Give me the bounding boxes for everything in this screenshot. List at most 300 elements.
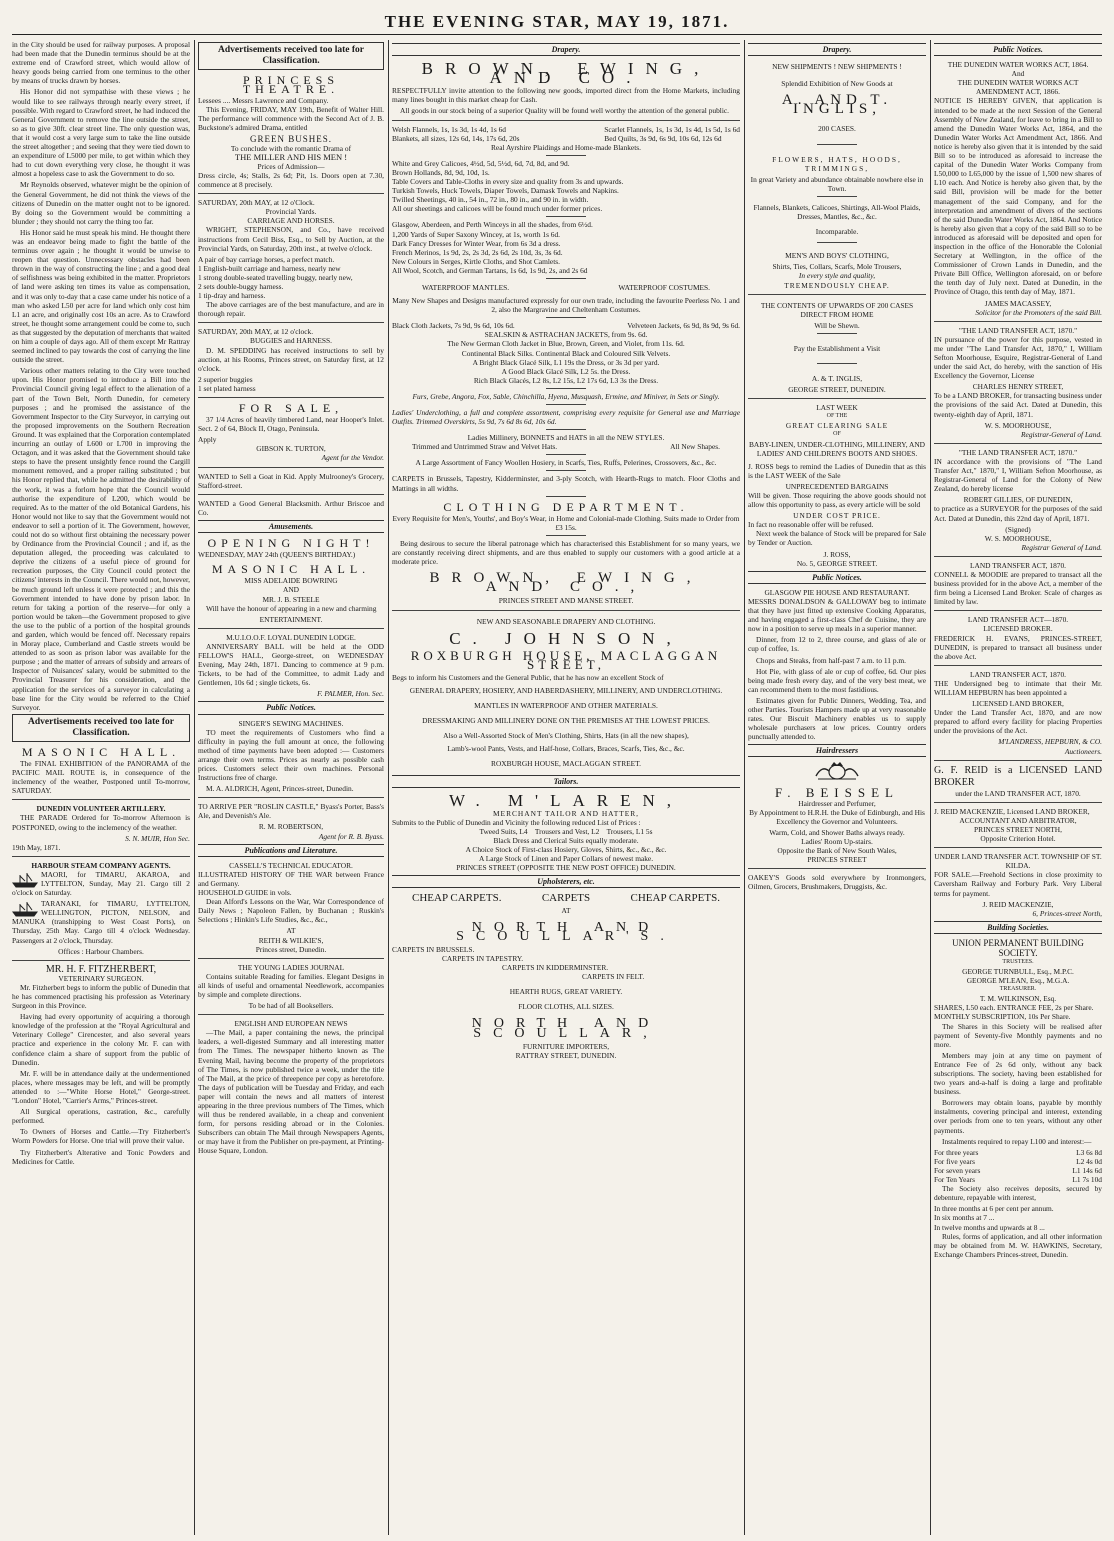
list-item: Glasgow, Aberdeen, and Perth Winceys in all the shades, from 6½d. [392,220,593,230]
notice-signature: Solicitor for the Promoters of the said Bill. [975,307,1102,317]
notice-title: LAND TRANSFER ACT—1870. [967,615,1069,625]
ad-body: Submits to the Public of Dunedin and Vicinity the following reduced List of Prices : [392,817,641,827]
notice-body: In six months at 7 ... [934,1213,995,1223]
ad-address: PRINCES STREET [807,855,867,865]
notice-title: And [1011,69,1025,79]
list-item: 1 strong double-seated travelling buggy, nearly new, [198,272,353,282]
divider [198,397,384,398]
divider [546,454,586,455]
divider [198,628,384,629]
ad-title: CLOTHING DEPARTMENT. [443,499,689,514]
columns [12,40,1102,1535]
notice-body: Under the Land Transfer Act, 1870, and are now prepared to afford every facility for placing Properties under the provisions of the Act. [934,708,1102,736]
section-header: Building Societies. [934,921,1102,934]
ad-body: Many New Shapes and Designs manufactured expressly for our own trade, including the favourite Peerless No. 1 and 2, also the Margravine and Cheltenham Costumes. [392,296,740,315]
ad-subtitle: Provincial Yards. [265,207,317,217]
ad-subtitle: FLOOR CLOTHS, ALL SIZES. [518,1002,614,1012]
ad-body: Chops and Steaks, from half-past 7 a.m. to 11 p.m. [756,655,906,665]
notice-title: UNION PERMANENT BUILDING SOCIETY. [952,937,1084,958]
section-header: Upholsterers, etc. [392,875,740,888]
notice-body: IN pursuance of the power for this purpose, vested in me under "The Land Transfer Act, 1870," I, William Sefton Moorhouse, Esquire, Registrar-General of Land under the said Act, do hereby, with the sanction of His Excellency the Governor, License [934,334,1102,381]
ad-subtitle: ENTERTAINMENT. [259,614,323,624]
ad-body: To Owners of Horses and Cattle.—Try Fitzherbert's Worm Powders for Horse. One trial will prove their value. [12,1127,190,1146]
ad-body: Splendid Exhibition of New Goods at [781,79,893,89]
rate-amount: L1 14s 6d [1072,1165,1102,1175]
ad-body: —The Mail, a paper containing the news, the principal leaders, a well-digested Summary and all interesting matter from The Times. The newspaper hitherto known as The Evening Mail, having become the property of the proprietors of The Times, is now published twice a week, under the title of The Mail, at the price of threepence per copy as heretofore. The days of publication will be Tuesday and Friday, and each paper will contain the news and all matters of interest appearing in the three previous numbers of The Times, which will thus be rendered available, in a cheap and convenient form, for persons residing abroad or in the Colonies. Subscribers can obtain The Mail through Newspapers Agents, or may have it from the Publisher on pre-payment, at Printing-House Square, London. [198,1028,384,1156]
divider [934,802,1102,803]
ad-title: CARPETS [541,892,591,905]
notice-signature: W. S. MOORHOUSE, [984,533,1052,543]
notice-body: NOTICE IS HEREBY GIVEN, that application is intended to be made at the next Session of the General Assembly of New Zealand, for leave to bring in a Bill to amend the Dunedin Water Works Act, 1864, and the Dunedin Water Works Act Amendment Act, 1866. And notice is hereby also given that it is intended by the said Bill so to be introduced as aforesaid to increase the capital of the Dunedin Water Works Company from L50,000 to L65,000 by the issue of 1,500 new shares of L10 each. And Notice is hereby also given that, by the said Bill, provision will be made for the better management of the said Company, and for the interpretation and amendment of divers of the sections of the said Dunedin Water Works Act, 1864. And Notice is hereby also given that a copy of the said Bill so to be introduced as aforesaid will be deposited and open for inspection in the office of the Honorable the Colonial Secretary at Wellington, in the office of the Commissioner of Crown Lands in Dunedin, and the Private Bill Office, Wellington aforesaid, on or before the tenth day of July next. Dated at Dunedin, in the Province of Otago, this tenth day of May, 1871. [934,96,1102,297]
ad-body: TARANAKI, for TIMARU, LYTTELTON, WELLINGTON, PICTON, NELSON, and MANUKA (transhipping to West Coast Ports), on Thursday, 25th May. Cargo till 4 o'clock Wednesday. Passengers at 2 o'clock, Thursday. [12,899,190,945]
ad-body: Prices of Admission— [257,161,325,171]
ad-title: CASSELL'S TECHNICAL EDUCATOR. [229,860,353,870]
column-4 [748,40,926,1535]
notice-body: THE Undersigned beg to intimate that their Mr. WILLIAM HEPBURN has been appointed a [934,678,1102,697]
ad-title: SATURDAY, 20th MAY, at 12 o'Clock. [198,198,315,208]
ad-title: NEW SHIPMENTS ! NEW SHIPMENTS ! [772,62,902,72]
rate-term: For Ten Years [934,1175,976,1185]
divider [198,467,384,468]
ad-title: PRINCESS THEATRE. [242,73,340,97]
list-item: 1 tip-dray and harness. [198,291,266,301]
ad-body: WANTED to Sell a Goat in Kid. Apply Mulrooney's Grocery, Stafford-street. [198,471,384,490]
ad-body: Dinner, from 12 to 2, three course, and glass of ale or cup of coffee, 1s. [748,635,926,654]
ad-title: BROWN, EWING, AND CO., [429,570,703,596]
list-item: 1,200 Yards of Super Saxony Wincey, at 1s, worth 1s 6d. [392,229,561,239]
column-rule [930,40,931,1535]
divider [817,242,857,243]
ad-title: THE YOUNG LADIES JOURNAL [237,962,345,972]
divider [392,610,740,611]
ad-subtitle: THE CONTENTS OF UPWARDS OF 200 CASES DIRECT FROM HOME [760,300,914,319]
ad-body: Lessees .... Messrs Lawrence and Company. [198,96,329,106]
ad-body: CARPETS in Brussels, Tapestry, Kidderminster, and 3-ply Scotch, with Hearth-Rugs to match. Floor Cloths and Mattings in all widths. [392,474,740,493]
ad-body: RESPECTFULLY invite attention to the following new goods, imported direct from the Home Markets, including many lines bought in this market cheap for Cash. [392,86,740,105]
ad-signature: Agent for R. B. Byass. [318,831,384,841]
divider [546,155,586,156]
column-rule [194,40,195,1535]
ad-body: Will have the honour of appearing in a new and charming [206,603,377,613]
ad-signature: S. N. MUIR, Hon Sec. [125,833,190,843]
notice-subtitle: TRUSTEES. [1002,958,1034,965]
list-item: The New German Cloth Jacket in Blue, Brown, Green, and Violet, from 11s. 6d. [447,339,685,349]
notice-signature: J. REID MACKENZIE, [982,899,1054,909]
notice-body: under the LAND TRANSFER ACT, 1870. [955,788,1081,798]
ad-subtitle: UNDER COST PRICE. [793,511,881,521]
ad-section-header: Advertisements received too late for Classification. [12,714,190,742]
ad-body: OF THE [826,413,848,420]
ad-subtitle: FURNITURE IMPORTERS, [522,1041,610,1051]
divider [748,868,926,869]
ad-title: NEW AND SEASONABLE DRAPERY AND CLOTHING. [476,616,656,626]
ad-body: By Appointment to H.R.H. the Duke of Edinburgh, and His Excellency the Governor and Volunteers. [749,807,925,826]
ad-body: WANTED a Good General Blacksmith. Arthur Briscoe and Co. [198,498,384,517]
notice-name: LICENSED LAND BROKER, [972,699,1064,709]
ad-address: No. 5, GEORGE STREET. [796,558,878,568]
column-1 [12,40,190,1535]
ad-title: LAST WEEK [816,403,858,413]
ad-address: ROXBURGH HOUSE, MACLAGGAN STREET. [491,759,641,769]
list-item: Continental Black Silks. Continental Black and Coloured Silk Velvets. [461,348,671,358]
rate-term: For five years [934,1156,976,1166]
ad-subtitle: WATERPROOF MANTLES. [422,282,510,292]
divider [12,856,190,857]
ad-title: GREAT CLEARING SALE [785,421,889,431]
ad-title: C. JOHNSON, [449,628,683,648]
notice-signature: Registrar-General of Land. [1021,429,1102,439]
list-item: White and Grey Calicoes, 4½d, 5d, 5½d, 6d, 7d, 8d, and 9d. [392,158,570,168]
ad-body: OF [833,431,841,438]
ad-body: TO meet the requirements of Customers who find a difficulty in paying the full amount at once, the following method of time payments have been adopted :— Customers arrange their own terms. Prices as nearly as possible cash prices. Customers select their own machines. Personal Instructions free of charge. [198,727,384,783]
notice-subtitle: TREASURER. [999,986,1037,993]
divider [817,363,857,364]
royal-crest-icon [814,761,860,781]
ad-body: All Surgical operations, castration, &c., carefully performed. [12,1107,190,1126]
list-item: 1 set plated harness [198,383,256,393]
notice-title: LAND TRANSFER ACT, 1870. [969,669,1067,679]
notice-body: CONNELL & MOODIE are prepared to transact all the business provided for in the above Act, a member of the firm being a Licensed Land Broker. Scale of charges as limited by law. [934,569,1102,607]
ad-body: WRIGHT, STEPHENSON, and Co., have received instructions from Cecil Biss, Esq., to Sell by Auction, at the Provincial Yards, on Saturday, 20th inst., at twelve o'clock. [198,225,384,253]
ad-subtitle: WATERPROOF COSTUMES. [618,282,710,292]
rate-term: For seven years [934,1165,981,1175]
ad-body: To conclude with the romantic Drama of [230,143,352,153]
ad-title: MASONIC HALL. [21,744,181,759]
rate-amount: L1 7s 10d [1072,1175,1102,1185]
ad-body: D. M. SPEDDING has received instructions to sell by auction, at his Rooms, Princes street, on Saturday first, at 12 o'clock. [198,345,384,373]
ad-subtitle: DRESSMAKING AND MILLINERY DONE ON THE PREMISES AT THE LOWEST PRICES. [422,716,710,726]
ad-body: Hot Pie, with glass of ale or cup of coffee, 6d. Our pies being made fresh every day, and of the very best meat, we can recommend them to the most fastidious. [748,666,926,694]
ad-footer: To be had of all Booksellers. [248,1001,334,1011]
list-item: A pair of bay carriage horses, a perfect match. [198,254,335,264]
ad-signature: F. PALMER, Hon. Sec. [317,689,384,699]
notice-signature: W. S. MOORHOUSE, [984,420,1052,430]
section-header: Public Notices. [198,701,384,714]
divider [934,665,1102,666]
ad-title: ROXBURGH HOUSE, MACLAGGAN STREET, [410,647,722,672]
notice-body: MONTHLY SUBSCRIPTION, 10s Per Share. [934,1012,1071,1022]
ad-body: Next week the balance of Stock will be prepared for Sale by Tender or Auction. [748,529,926,548]
list-item: Turkish Towels, Huck Towels, Diaper Towels, Damask Towels and Napkins. [392,186,619,196]
performer: MR. J. B. STEELE [262,594,320,604]
notice-signature: JAMES MACASSEY, [984,298,1052,308]
list-item: Twilled Sheetings, 40 in., 54 in., 72 in., 80 in., and 90 in. in width. [392,195,589,205]
table-row [934,1148,1102,1157]
ad-body: Estimates given for Public Dinners, Wedding, Tea, and other Parties. Tourists Hampers made up at very reasonable rates. Our Biscuit Machinery enables us to supply wholesale purchasers at low prices. Country orders punctually attended to. [748,695,926,742]
list-item: CARPETS IN KIDDERMINSTER. [502,963,609,973]
ad-body: In great Variety and abundance obtainable nowhere else in Town. [750,174,924,193]
list-item: HOUSEHOLD GUIDE in vols. [198,888,292,898]
notice-body: Members may join at any time on payment of Entrance Fee of 2s 6d only, without any back subscriptions. The society, having been established for two years and-a-half is doing a large and profitable business. [934,1050,1102,1097]
article-paragraph: Mr Reynolds observed, whatever might be the opinion of the General Government, he did not think the views of the citizens of Dunedin on the matter ought not to be ignored. By doing so the Government would be committing a blunder ; they should not carry the thing too far. [12,180,190,226]
ad-title: SATURDAY, 20th MAY, at 12 o'clock. [198,327,314,337]
ad-body: J. ROSS begs to remind the Ladies of Dunedin that as this is the LAST WEEK of the Sale [748,461,926,480]
notice-body: FREDERICK H. EVANS, PRINCES-STREET, DUNEDIN, is prepared to transact all business under the above Act. [934,633,1102,661]
list-item: 2 superior buggies [198,374,253,384]
notice-title: UNDER LAND TRANSFER ACT. TOWNSHIP OF ST. KILDA. [934,852,1102,871]
ad-subtitle: SEALSKIN & ASTRACHAN JACKETS, from 9s. 6d. [484,330,648,340]
table-row [934,1175,1102,1184]
notice-subtitle: ACCOUNTANT AND ARBITRATOR, [959,815,1077,825]
ad-subtitle: FLOWERS, HATS, HOODS, TRIMMINGS, [772,154,902,173]
divider [198,193,384,194]
notice-title: G. F. REID is a LICENSED LAND BROKER [934,764,1102,788]
ad-signature: M. A. ALDRICH, Agent, Princes-street, Dunedin. [206,784,354,794]
divider [198,958,384,959]
notice-signature: Auctioneers. [1064,746,1102,756]
ad-body: Lamb's-wool Pants, Vests, and Half-hose, Collars, Braces, Scarfs, Ties, &c., &c. [447,744,685,754]
column-3 [392,40,740,1535]
ad-title: MASONIC HALL. [211,562,371,577]
ad-signature: Princes street, Dunedin. [255,944,327,954]
ad-body: Ladies Millinery, BONNETS and HATS in all the NEW STYLES. [467,433,665,443]
ad-body: Incomparable. [815,227,859,237]
ad-subtitle: CARRIAGE AND HORSES. [247,216,335,226]
ad-title: HARBOUR STEAM COMPANY AGENTS. [31,860,171,870]
ad-body: In every style and quality, [798,271,876,281]
divider [748,398,926,399]
notice-title: J. REID MACKENZIE, Licensed LAND BROKER, [934,806,1090,816]
ad-body: 37 1/4 Acres of heavily timbered Land, near Hooper's Inlet. Sect. 2 of 64, Block II, Otago, Peninsula. [198,415,384,434]
ad-body: Also a Well-Assorted Stock of Men's Clothing, Shirts, Hats (in all the new shapes), [443,731,689,741]
section-header: Public Notices. [934,43,1102,56]
notice-body: Rules, forms of application, and all other information may be obtained from M. W. HAWKINS, Secretary, Exchange Chambers Princes-street, Dunedin. [934,1231,1102,1259]
divider [934,760,1102,761]
list-item: CARPETS IN TAPESTRY. [442,953,524,963]
list-item: All Wool, Scotch, and German Tartans, 1s 6d, 1s 9d, 2s, and 2s 6d [392,265,588,275]
rate-amount: L2 4s 0d [1076,1156,1102,1166]
ad-body: Furs, Grebe, Angora, Fox, Sable, Chinchilla, Hyena, Musquash, Ermine, and Miniver, in Sets or Singly. [412,391,720,401]
ad-date: 19th May, 1871. [12,842,61,852]
notice-name: GEORGE TURNBULL, Esq., M.P.C. [962,966,1074,976]
ad-body: Dean Alford's Lessons on the War, War Correspondence of Daily News ; Napoleon Fallen, by Buchanan ; Ruskin's Selections ; Hinkin's Life Studies, &c., &c., [198,897,384,925]
divider [934,443,1102,444]
ad-title: GLASGOW PIE HOUSE AND RESTAURANT. [764,587,910,597]
ad-body: Dress circle, 4s; Stalls, 2s 6d; Pit, 1s. Doors open at 7.30, commence at 8 precisely. [198,170,384,190]
ad-title: ENGLISH AND EUROPEAN NEWS [234,1019,348,1029]
ad-body: AND [282,585,299,595]
ad-subtitle: TREMENDOUSLY CHEAP. [784,280,890,290]
ad-body: In fact no reasonable offer will be refused. [748,520,874,530]
notice-body: to practice as a SURVEYOR for the purposes of the said Act. Dated at Dunedin, this 22nd day of April, 1871. [934,504,1102,523]
price-list: Velveteen Jackets, 6s 9d, 8s 9d, 9s 6d. [627,321,740,331]
notice-title: LAND TRANSFER ACT, 1870. [969,560,1067,570]
list-item: 1 English-built carriage and harness, nearly new [198,263,341,273]
ad-address: RATTRAY STREET, DUNEDIN. [515,1050,617,1060]
ad-title: NORTH AND SCOULLAR, [471,1016,661,1041]
ad-body: Flannels, Blankets, Calicoes, Shirtings, All-Wool Plaids, Dresses, Mantles, &c., &c. [753,202,921,222]
play-title: GREEN BUSHES. [249,133,332,144]
notice-body: Instalments required to repay L100 and interest:— [942,1136,1092,1146]
ad-title: CHEAP CARPETS. [412,892,502,905]
divider [12,960,190,961]
notice-title: "THE LAND TRANSFER ACT, 1870." [958,325,1078,335]
ad-address: PRINCES STREET AND MANSE STREET. [498,596,634,606]
ad-body: Black Dress and Clerical Suits equally moderate. [493,836,639,845]
notice-title: THE DUNEDIN WATER WORKS ACT AMENDMENT ACT, 1866. [957,78,1079,97]
divider [546,404,586,405]
notice-name: CHARLES HENRY STREET, [972,382,1064,392]
ad-subtitle: BUGGIES and HARNESS. [250,336,332,346]
notice-signature: (Signed) [1005,524,1031,534]
ad-signature: R. M. ROBERTSON, [258,822,324,832]
ad-body: A Large Stock of Linen and Paper Collars of newest make. [478,854,654,864]
notice-signature: Registrar General of Land. [1021,542,1102,552]
ad-body: Pay the Establishment a Visit [793,343,881,353]
ad-body: Being desirous to secure the liberal patronage which has characterised this Establishment for so many years, we are constantly receiving direct shipments, and are thus enabled to supply our customers with a good article at a moderate price. [392,538,740,567]
ad-body: Try Fitzherbert's Alterative and Tonic Powders and Medicines for Cattle. [12,1147,190,1166]
section-header: Public Notices. [748,571,926,584]
article-paragraph: in the City should be used for railway purposes. A proposal had been made that the Dunedin terminus should be at the extreme end of Crawford street, which would allow of heavy goods being carried from one terminus to the other by means of trucks drawn by horses. [12,40,190,86]
ad-signature: GIBSON K. TURTON, [256,444,326,454]
ad-title: F. BEISSEL [775,784,899,800]
notice-body: IN accordance with the provisions of "The Land Transfer Act," 1870," I, William Sefton Moorhouse, as Registrar-General of Land for the Colony of New Zealand, do hereby license [934,456,1102,494]
article-paragraph: His Honor said he must speak his mind. He thought there was an endeavor being made to fight the battle of the terminus over again ; he thought it would be unwise to reopen that question. Unnecessary obstacles had been thrown in the way of constructing the line ; and a good deal of selfishness was being exhibited in the matter. Proprietors of land were asking ten times its value as compensation, and it was only to-day that a case came under his notice of a man who asked L50 per acre for land which only cost him L1 an acre, and originally cost 10s an acre. As to Crawford street, he thought some arrangement could be come to, such as that suggested by the deputation of merchants that waited on him a couple of days ago. All of them except Mr Rattray seemed inclined to pay towards the cost of carrying the line outside the street. [12,227,190,365]
ad-signature: Agent for the Vendor. [321,453,384,463]
ad-body: This Evening, FRIDAY, MAY 19th, Benefit of Walter Hill. The performance will commence with the Second Act of J. B. Buckstone's admired Drama, entitled [198,105,384,133]
divider [934,847,1102,848]
list-item: All our sheetings and calicoes will be found much under former prices. [392,204,603,214]
section-header: Drapery. [748,43,926,56]
ad-subtitle: HEARTH RUGS, GREAT VARIETY. [509,987,623,997]
ad-title: DUNEDIN VOLUNTEER ARTILLERY. [36,804,166,814]
column-rule [744,40,745,1535]
list-item: Rich Black Glacés, L2 8s, L2 15s, L2 17s 6d, L3 3s the Dress. [473,375,659,385]
ad-subtitle: MEN'S AND BOYS' CLOTHING, [785,251,889,261]
ad-body: TO ARRIVE PER "ROSLIN CASTLE," Byass's Porter, Bass's Ale, and Devenish's Ale. [198,802,384,821]
ad-subtitle: 200 CASES. [818,124,856,134]
divider [546,470,586,471]
notice-address: Opposite Criterion Hotel. [980,834,1056,844]
notice-body: To be a LAND BROKER, for transacting business under the provisions of the said Act. Dated at Dunedin, this twenty-eighth day of April, 1871. [934,391,1102,419]
section-header: Drapery. [392,43,740,56]
notice-body: In twelve months and upwards at 8 ... [934,1222,1045,1232]
ad-title: M.U.I.O.O.F. LOYAL DUNEDIN LODGE. [226,632,356,642]
notice-body: Borrowers may obtain loans, payable by monthly instalments, covering principal and interest, extending over periods from one to ten years, without any other payments. [934,1098,1102,1135]
column-5 [934,40,1102,1535]
ad-subtitle: MANTLES IN WATERPROOF AND OTHER MATERIALS. [474,701,658,711]
ad-title: W. M'LAREN, [448,790,684,810]
ad-body: Contains suitable Reading for families. Elegant Designs in all kinds of useful and ornamental Needlework, accompanies by simple and complete directions. [198,971,384,999]
divider [198,494,384,495]
ad-title: FOR SALE, [238,401,344,415]
ad-body: Every Requisite for Men's, Youths', and Boy's Wear, in Home and Colonial-made Clothing. Suits made to Order from £3 15s. [392,513,740,532]
ad-body: AT [561,905,571,915]
table-row [934,1157,1102,1166]
ad-address: PRINCES STREET (OPPOSITE THE NEW POST OFFICE) DUNEDIN. [456,863,676,873]
ad-title: NORTH AND SCOULLAR'S. [456,919,676,944]
divider [546,496,586,497]
section-header: Publications and Literature. [198,844,384,857]
ad-subtitle: VETERINARY SURGEON. [58,973,144,983]
ad-title: BROWN, EWING, AND CO. [421,59,711,88]
divider [546,278,586,279]
ad-body: MESSRS DONALDSON & GALLOWAY beg to intimate that they have just fitted up extensive Cooking Apparatus, and having engaged a first-class Chef de Cuisine, they are now in a position to serve up meals in a superior manner. [748,596,926,634]
ad-body: Real Ayrshire Plaidings and Home-made Blankets. [491,142,641,152]
notice-title: LICENSED BROKER. [983,624,1053,634]
list-item: New Colours in Serges, Kirtle Cloths, and Shot Camlets. [392,256,560,266]
ad-title: CHEAP CARPETS. [630,892,720,905]
ad-body: Ladies' Underclothing, a full and complete assortment, comprising every requisite for General use and Marriage Outfits. Trimmed Overskirts, 5s 9d, 7s 6d 8s 6d, 10s 6d. [392,408,740,427]
ad-body: Opposite the Bank of New South Wales, [777,846,897,856]
list-item: A Good Black Glacé Silk, L2 5s. the Dress. [501,366,631,376]
notice-body: The Shares in this Society will be realised after payment of Seventy-five Monthly payments and no more. [934,1021,1102,1049]
ad-address: GEORGE STREET, DUNEDIN. [788,385,886,395]
rate-term: For three years [934,1147,979,1157]
list-item: Dark Fancy Dresses for Winter Wear, from 6s 3d a dress. [392,238,561,248]
notice-name: T. M. WILKINSON, Esq. [979,994,1057,1004]
divider [817,144,857,145]
ad-body: Will be Shewn. [814,320,860,330]
masthead: THE EVENING STAR, MAY 19, 1871. [12,10,1102,35]
divider [546,429,586,430]
divider [546,388,586,389]
notice-body: SHARES, L50 each. ENTRANCE FEE, 2s per Share. [934,1003,1094,1013]
ad-body: Ladies' Room Up-stairs. [801,837,873,846]
ad-body: OAKEY'S Goods sold everywhere by Ironmongers, Oilmen, Grocers, Brushmakers, Druggists, &c. [748,873,926,892]
divider [392,120,740,121]
notice-body: In three months at 6 per cent per annum. [934,1204,1054,1214]
ad-signature: A. & T. INGLIS, [811,373,863,383]
divider [934,556,1102,557]
notice-body: The Society also receives deposits, secured by debenture, repayable with interest, [934,1184,1102,1203]
notice-signature: 6, Princes-street North, [1032,908,1102,918]
ad-signature: REITH & WILKIE'S, [258,935,324,945]
ad-body: Trimmed and Untrimmed Straw and Velvet Hats. [412,442,558,452]
divider [12,799,190,800]
rate-amount: L3 6s 8d [1076,1147,1102,1157]
price-list: Scarlet Flannels, 1s, 1s 3d, 1s 4d, 1s 5d, 1s 6d Bed Quilts, 3s 9d, 6s 9d, 10s 6d, 12s 6d [604,124,740,143]
ad-body: Having had every opportunity of acquiring a thorough knowledge of the profession at the "Royal Agricultural and Veterinary College" Cirencester, and also several years practice and experience in the colony Mr. F. can with confidence claim a share of support from the public of Dunedin. [12,1012,190,1067]
ad-subtitle: GENERAL DRAPERY, HOSIERY, AND HABERDASHERY, MILLINERY, AND UNDERCLOTHING. [409,685,723,695]
divider [934,610,1102,611]
ad-subtitle: BABY-LINEN, UNDER-CLOTHING, MILLINERY, AND LADIES' AND CHILDREN'S BOOTS AND SHOES. [749,439,925,458]
notice-title: "THE LAND TRANSFER ACT, 1870." [958,447,1078,457]
divider [546,216,586,217]
ad-subtitle: MERCHANT TAILOR AND HATTER, [492,808,640,818]
ad-title: A. AND T. INGLIS, [781,92,893,118]
ad-body: A Large Assortment of Fancy Woollen Hosiery, in Scarfs, Ties, Ruffs, Pelerines, Crossovers, &c., &c. [415,458,717,468]
column-rule [388,40,389,1535]
article-paragraph: His Honor did not sympathise with these views ; he would like to see railways through nearly every street, if possible. With regard to Crawford street, he had induced the General Government to remove the line outside the street, so as to give 30ft. clear street line. The only question was, that it would cost a very large sum to take the line outside the street altogether ; and seeing that they were tied down to an expenditure of L5000 per mile, to get within which they had to cut down everything very close, he thought it was almost a hopeless case to ask the Government to do so. [12,87,190,179]
play-title: THE MILLER AND HIS MEN ! [234,151,348,162]
divider [817,196,857,197]
ad-body: Mr. Fitzherbert begs to inform the public of Dunedin that he has commenced practising his profession as Veterinary Surgeon in this Province. [12,982,190,1011]
ad-subtitle: WEDNESDAY, MAY 24th (QUEEN'S BIRTHDAY.) [198,550,356,560]
ad-body: THE PARADE Ordered for To-morrow Afternoon is POSTPONED, owing to the inclemency of the weather. [12,813,190,832]
column-2 [198,40,384,1535]
ad-title: SINGER'S SEWING MACHINES. [238,718,344,728]
divider [198,797,384,798]
ad-subtitle: Hairdresser and Perfumer, [798,798,876,808]
table-row [934,1166,1102,1175]
list-item: Brown Hollands, 8d, 9d, 10d, 1s. [392,167,490,177]
divider [546,535,586,536]
notice-title: THE DUNEDIN WATER WORKS ACT, 1864. [947,60,1089,70]
notice-address: PRINCES STREET NORTH, [974,824,1062,834]
ship-icon [12,901,38,917]
list-item: CARPETS IN FELT. [582,972,645,982]
section-header: Amusements. [198,520,384,533]
list-item: 2 sets double-buggy harness. [198,281,284,291]
ad-section-header: Advertisements received too late for Classification. [198,42,384,70]
divider [198,1014,384,1015]
divider [934,321,1102,322]
price-list: Tweed Suits, L4 Trousers and Vest, L2 Trousers, L1 5s [479,826,653,836]
section-header: Tailors. [392,775,740,788]
ad-body: Warm, Cold, and Shower Baths always ready. [769,827,905,837]
ad-footer: Offices : Harbour Chambers. [58,946,144,956]
